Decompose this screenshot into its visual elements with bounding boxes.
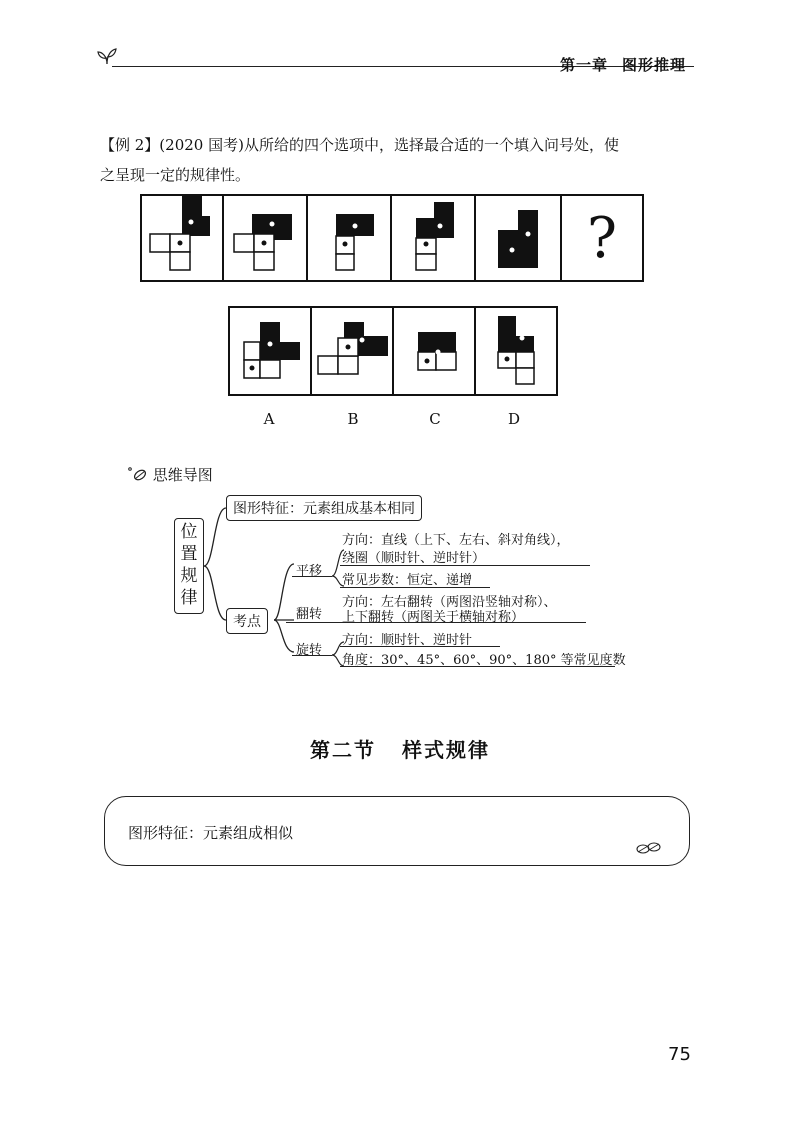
kaodian-box: 考点 (226, 608, 268, 634)
question-mark: ? (586, 206, 618, 271)
xuanzhuan-angle-underline (340, 666, 615, 667)
section-title: 样式规律 (402, 738, 490, 762)
fanzhuan-1: 方向：左右翻转（两图沿竖轴对称）、 (342, 595, 557, 610)
option-a-drawing (230, 308, 312, 394)
mindmap-root (174, 518, 204, 614)
section-heading (0, 734, 800, 763)
option-c-drawing (394, 308, 476, 394)
sequence-figure-4 (390, 194, 476, 282)
sequence-figure-2 (222, 194, 308, 282)
root-char-4: 律 (180, 588, 198, 608)
option-d-label: D (507, 410, 521, 428)
option-b-label: B (347, 410, 359, 428)
option-d-drawing (476, 308, 556, 394)
pingyi-direction-1: 方向：直线（上下、左右、斜对角线）， (342, 533, 570, 548)
xuanzhuan-angle: 角度：30°、45°、60°、90°、180° 等常见度数 (342, 653, 626, 668)
branch-pingyi: 平移 (296, 564, 323, 579)
question-line-1: 【例 2】(2020 国考)从所给的四个选项中，选择最合适的一个填入问号处，使 (100, 136, 619, 154)
fanzhuan-underline (286, 622, 586, 623)
sequence-figure-3 (306, 194, 392, 282)
chapter-label: 第一章 (560, 56, 609, 74)
question-mark-cell (560, 194, 644, 282)
sequence-figure-1 (140, 194, 224, 282)
mindmap-title: 思维导图 (152, 466, 213, 484)
branch-xuanzhuan: 旋转 (296, 643, 323, 658)
pingyi-dir-underline (340, 565, 590, 566)
section-number: 第二节 (310, 738, 376, 762)
pingyi-underline (292, 576, 332, 577)
xuanzhuan-direction: 方向：顺时针、逆时针 (342, 633, 473, 648)
feature-summary-text: 图形特征：元素组成相似 (128, 824, 294, 842)
root-char-2: 置 (180, 544, 198, 564)
question-line-2: 之呈现一定的规律性。 (100, 166, 251, 184)
option-a-label: A (263, 410, 275, 428)
header-rule (112, 66, 552, 67)
mindmap-heading (128, 464, 213, 485)
pingyi-steps: 常见步数：恒定、递增 (342, 573, 473, 588)
branch-fanzhuan: 翻转 (296, 607, 323, 622)
option-c-label: C (429, 410, 441, 428)
page-number: 75 (668, 1044, 691, 1065)
xuanzhuan-underline (292, 655, 332, 656)
sequence-figure-5 (474, 194, 562, 282)
option-b-drawing (312, 308, 394, 394)
running-header (560, 54, 686, 75)
leaf-decoration-icon (636, 840, 662, 856)
question-text (100, 130, 700, 190)
xuanzhuan-dir-underline (340, 646, 500, 647)
root-char-3: 规 (180, 566, 198, 586)
pingyi-direction-2: 绕圈（顺时针、逆时针） (342, 551, 486, 566)
figure-2-drawing (224, 196, 306, 280)
option-b-figure[interactable] (310, 306, 396, 396)
root-char-1: 位 (180, 522, 198, 542)
feature-box: 图形特征：元素组成基本相同 (226, 495, 422, 521)
pingyi-steps-underline (340, 587, 490, 588)
figure-3-drawing (308, 196, 390, 280)
chapter-title: 图形推理 (622, 56, 687, 74)
figure-1-drawing (142, 196, 222, 280)
mindmap-leaf-icon (128, 467, 148, 481)
leaf-ornament-icon (96, 44, 118, 66)
option-d-figure[interactable] (474, 306, 558, 396)
option-c-figure[interactable] (392, 306, 478, 396)
figure-4-drawing (392, 196, 474, 280)
option-a-figure[interactable] (228, 306, 314, 396)
figure-5-drawing (476, 196, 560, 280)
fanzhuan-2: 上下翻转（两图关于横轴对称） (342, 610, 525, 625)
